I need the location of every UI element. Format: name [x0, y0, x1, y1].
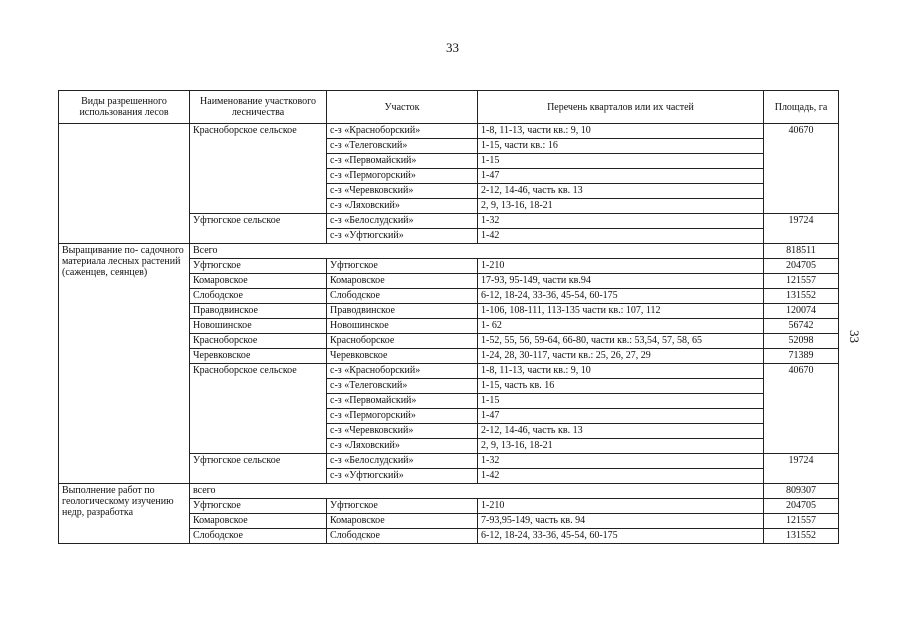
forestry-cell: Слободское [190, 289, 327, 304]
quarters-cell: 1-8, 11-13, части кв.: 9, 10 [478, 124, 764, 139]
quarters-cell: 1-210 [478, 499, 764, 514]
plot-cell: с-з «Уфтюгский» [327, 229, 478, 244]
area-cell: 121557 [764, 514, 839, 529]
area-cell: 131552 [764, 289, 839, 304]
plot-cell: Уфтюгское [327, 499, 478, 514]
area-cell: 121557 [764, 274, 839, 289]
total-label: всего [190, 484, 764, 499]
plot-cell: с-з «Белослудский» [327, 214, 478, 229]
quarters-cell: 6-12, 18-24, 33-36, 45-54, 60-175 [478, 529, 764, 544]
plot-cell: с-з «Телеговский» [327, 139, 478, 154]
total-label: Всего [190, 244, 764, 259]
area-cell: 204705 [764, 259, 839, 274]
plot-cell: Праводвинское [327, 304, 478, 319]
quarters-cell: 1-15 [478, 394, 764, 409]
quarters-cell: 1-32 [478, 214, 764, 229]
table-body [59, 124, 839, 544]
area-cell: 52098 [764, 334, 839, 349]
area-cell: 56742 [764, 319, 839, 334]
area-cell: 19724 [764, 214, 839, 244]
plot-cell: Слободское [327, 529, 478, 544]
quarters-cell: 1-47 [478, 169, 764, 184]
total-row [59, 484, 839, 499]
use-type-cell: Выполнение работ по геологическому изучению недр, разработка [59, 484, 190, 544]
quarters-cell: 17-93, 95-149, части кв.94 [478, 274, 764, 289]
plot-cell: с-з «Красноборский» [327, 124, 478, 139]
plot-cell: Новошинское [327, 319, 478, 334]
quarters-cell: 2-12, 14-46, часть кв. 13 [478, 184, 764, 199]
quarters-cell: 1-15, часть кв. 16 [478, 379, 764, 394]
quarters-cell: 7-93,95-149, часть кв. 94 [478, 514, 764, 529]
forestry-cell: Уфтюгское сельское [190, 454, 327, 484]
quarters-cell: 1-15 [478, 154, 764, 169]
plot-cell: с-з «Первомайский» [327, 154, 478, 169]
forest-use-table [58, 90, 839, 544]
quarters-cell: 1-106, 108-111, 113-135 части кв.: 107, 112 [478, 304, 764, 319]
quarters-cell: 2, 9, 13-16, 18-21 [478, 439, 764, 454]
plot-cell: с-з «Белослудский» [327, 454, 478, 469]
forestry-cell: Уфтюгское [190, 259, 327, 274]
forestry-cell: Праводвинское [190, 304, 327, 319]
area-cell: 40670 [764, 124, 839, 214]
quarters-cell: 1-52, 55, 56, 59-64, 66-80, части кв.: 53,54, 57, 58, 65 [478, 334, 764, 349]
plot-cell: с-з «Черевковский» [327, 184, 478, 199]
page-number: 33 [446, 40, 459, 55]
plot-cell: Черевковское [327, 349, 478, 364]
quarters-cell: 1-15, части кв.: 16 [478, 139, 764, 154]
plot-cell: с-з «Черевковский» [327, 424, 478, 439]
area-cell: 40670 [764, 364, 839, 454]
forestry-cell: Комаровское [190, 514, 327, 529]
forestry-cell: Слободское [190, 529, 327, 544]
quarters-cell: 1-42 [478, 469, 764, 484]
quarters-cell: 1-8, 11-13, части кв.: 9, 10 [478, 364, 764, 379]
header-forestry: Наименование участкового лесничества [190, 91, 327, 124]
total-area: 818511 [764, 244, 839, 259]
header-use: Виды разрешенного использования лесов [59, 91, 190, 124]
plot-cell: с-з «Ляховский» [327, 439, 478, 454]
total-row [59, 244, 839, 259]
plot-cell: Комаровское [327, 274, 478, 289]
plot-cell: с-з «Уфтюгский» [327, 469, 478, 484]
quarters-cell: 1-24, 28, 30-117, части кв.: 25, 26, 27, 29 [478, 349, 764, 364]
total-area: 809307 [764, 484, 839, 499]
plot-cell: Уфтюгское [327, 259, 478, 274]
quarters-cell: 1-47 [478, 409, 764, 424]
forestry-cell: Новошинское [190, 319, 327, 334]
area-cell: 120074 [764, 304, 839, 319]
side-page-number: 33 [847, 330, 862, 343]
quarters-cell: 6-12, 18-24, 33-36, 45-54, 60-175 [478, 289, 764, 304]
forestry-cell: Красноборское сельское [190, 364, 327, 454]
plot-cell: с-з «Первомайский» [327, 394, 478, 409]
plot-cell: с-з «Красноборский» [327, 364, 478, 379]
forestry-cell: Комаровское [190, 274, 327, 289]
table-row [59, 124, 839, 139]
area-cell: 71389 [764, 349, 839, 364]
plot-cell: с-з «Пермогорский» [327, 409, 478, 424]
quarters-cell: 2-12, 14-46, часть кв. 13 [478, 424, 764, 439]
quarters-cell: 1-42 [478, 229, 764, 244]
plot-cell: с-з «Ляховский» [327, 199, 478, 214]
plot-cell: Красноборское [327, 334, 478, 349]
plot-cell: Слободское [327, 289, 478, 304]
area-cell: 131552 [764, 529, 839, 544]
use-type-cell: Выращивание по- садочного материала лесных растений (саженцев, сеянцев) [59, 244, 190, 484]
quarters-cell: 2, 9, 13-16, 18-21 [478, 199, 764, 214]
quarters-cell: 1-32 [478, 454, 764, 469]
forestry-cell: Черевковское [190, 349, 327, 364]
quarters-cell: 1-210 [478, 259, 764, 274]
table-header-row [59, 91, 839, 124]
plot-cell: Комаровское [327, 514, 478, 529]
forestry-cell: Красноборское сельское [190, 124, 327, 214]
header-plot: Участок [327, 91, 478, 124]
forestry-cell: Уфтюгское [190, 499, 327, 514]
area-cell: 204705 [764, 499, 839, 514]
header-quarters: Перечень кварталов или их частей [478, 91, 764, 124]
area-cell: 19724 [764, 454, 839, 484]
forestry-cell: Уфтюгское сельское [190, 214, 327, 244]
plot-cell: с-з «Телеговский» [327, 379, 478, 394]
forestry-cell: Красноборское [190, 334, 327, 349]
use-type-cell [59, 124, 190, 244]
plot-cell: с-з «Пермогорский» [327, 169, 478, 184]
header-area: Площадь, га [764, 91, 839, 124]
quarters-cell: 1- 62 [478, 319, 764, 334]
